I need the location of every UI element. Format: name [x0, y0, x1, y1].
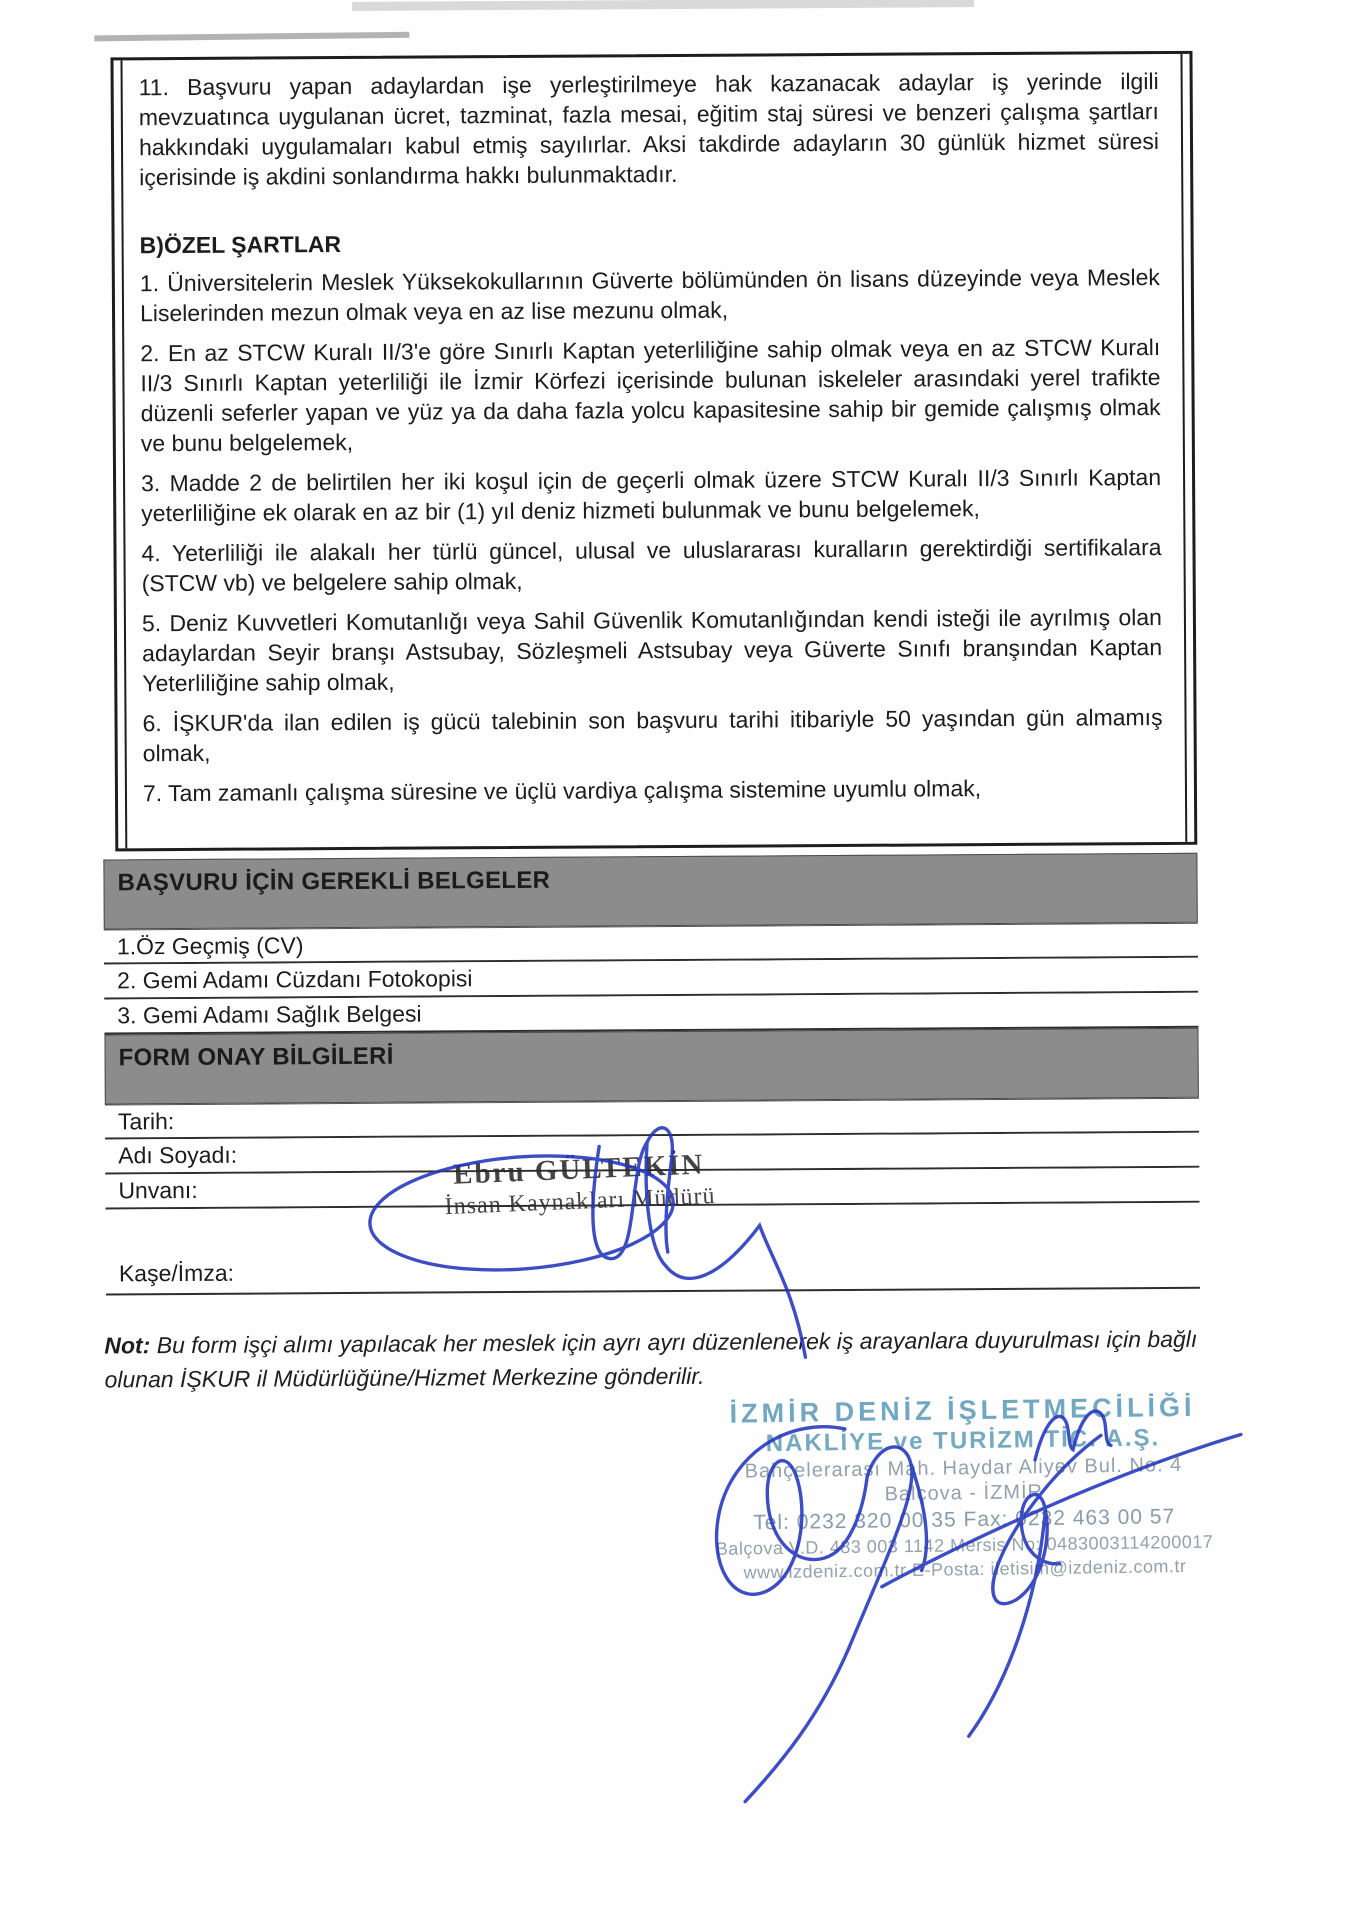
- special-condition-item-5: 5. Deniz Kuvvetleri Komutanlığı veya Sahil Güvenlik Komutanlığından kendi isteği ile ayrılmış olan adaylardan Seyir branşı Astsubay, Sözleşmeli Astsubay veya Güverte Sınıfı branşından Kaptan Yeterliliğine sahip olmak,: [141, 604, 1163, 697]
- note-label: Not:: [104, 1332, 151, 1359]
- terms-box-inner: [120, 54, 1187, 848]
- required-docs-header-bar: [103, 853, 1197, 930]
- field-row-stamp-signature: Kaşe/İmza:: [106, 1203, 1201, 1296]
- company-stamp-line-6: Balçova V.D. 483 003 1142 Mersis No: 0483003114200017: [715, 1531, 1214, 1559]
- special-conditions-heading: B)ÖZEL ŞARTLAR: [139, 231, 342, 259]
- company-stamp-line-2: NAKLİYE ve TURİZM TİC. A.Ş.: [765, 1424, 1161, 1458]
- company-stamp-line-4: Balçova - İZMİR: [884, 1481, 1044, 1506]
- required-docs-table: [104, 923, 1199, 1035]
- company-stamp-line-7: www.izdeniz.com.tr E-Posta: iletisim@izdeniz.com.tr: [743, 1555, 1187, 1583]
- required-doc-row-3: 3. Gemi Adamı Sağlık Belgesi: [104, 993, 1198, 1035]
- special-condition-item-6: 6. İŞKUR'da ilan edilen iş gücü talebinin son başvuru tarihi itibariyle 50 yaşından gün almamış olmak,: [142, 704, 1163, 767]
- special-condition-item-3: 3. Madde 2 de belirtilen her iki koşul için de geçerli olmak üzere STCW Kuralı II/3 Sınırlı Kaptan yeterliliğine ek olarak en az bir (1) yıl deniz hizmeti bulunmak ve bunu belgelemek,: [140, 464, 1162, 527]
- approval-header-bar: [104, 1028, 1198, 1105]
- note-text: Bu form işçi alımı yapılacak her meslek için ayrı ayrı düzenlenerek iş arayanlara duyurulması için bağlı olunan İŞKUR il Müdürlüğüne/Hizmet Merkezine gönderilir.: [104, 1325, 1198, 1393]
- field-row-date: Tarih:: [105, 1098, 1199, 1140]
- company-stamp-line-5: Tel: 0232 320 00 35 Fax: 0232 463 00 57: [753, 1505, 1176, 1535]
- scan-artifact-top-strip: [352, 0, 974, 11]
- field-row-name: Adı Soyadı:: [105, 1133, 1199, 1175]
- required-doc-row-2: 2. Gemi Adamı Cüzdanı Fotokopisi: [104, 958, 1198, 1000]
- note-paragraph: [104, 1322, 1214, 1397]
- hr-stamp-name: Ebru GÜLTEKİN: [452, 1148, 705, 1191]
- intro-paragraph: 11. Başvuru yapan adaylardan işe yerleştirilmeye hak kazanacak adaylar iş yerinde ilgili mevzuatınca uygulanan ücret, tazminat, fazla mesai, eğitim staj süresi ve benzeri çalışma şartları hakkındaki uygulamaları kabul etmiş sayılırlar. Aksi takdirde adayların 30 günlük hizmet süresi içerisinde iş akdini sonlandırma hakkı bulunmaktadır.: [138, 68, 1160, 191]
- company-stamp-line-1: İZMİR DENİZ İŞLETMECİLİĞİ: [729, 1391, 1196, 1429]
- special-condition-item-1: 1. Üniversitelerin Meslek Yüksekokullarının Güverte bölümünden ön lisans düzeyinde veya Meslek Liselerinden mezun olmak veya en az lise mezunu olmak,: [139, 264, 1160, 327]
- company-stamp: [690, 1390, 1238, 1585]
- approval-header-label: FORM ONAY BİLGİLERİ: [118, 1042, 394, 1072]
- company-stamp-line-3: Bahçelerarası Mah. Haydar Aliyev Bul. No: 4: [744, 1454, 1183, 1483]
- field-row-title: Unvanı:: [105, 1168, 1199, 1210]
- required-docs-header-label: BAŞVURU İÇİN GEREKLİ BELGELER: [117, 866, 551, 897]
- required-doc-row-1: 1.Öz Geçmiş (CV): [104, 923, 1198, 965]
- special-condition-item-2: 2. En az STCW Kuralı II/3'e göre Sınırlı Kaptan yeterliliğine sahip olmak veya en az STCW Kuralı II/3 Sınırlı Kaptan yeterliliği ile İzmir Körfezi içerisinde bulunan iskeleler arasındaki yerel trafikte düzenli seferler yapan ve yüz ya da daha fazla yolcu kapasitesine sahip bir gemide çalışmış olmak ve bunu belgelemek,: [140, 334, 1161, 457]
- hr-stamp-title: İnsan Kaynakları Müdürü: [444, 1183, 716, 1221]
- special-condition-item-7: 7. Tam zamanlı çalışma süresine ve üçlü vardiya çalışma sistemine uyumlu olmak,: [142, 775, 982, 807]
- special-condition-item-4: 4. Yeterliliği ile alakalı her türlü güncel, ulusal ve uluslararası kuralların gerektirdiği sertifikalara (STCW vb) ve belgelere sahip olmak,: [141, 534, 1162, 597]
- scan-artifact-line: [94, 32, 409, 42]
- terms-box: [110, 51, 1197, 852]
